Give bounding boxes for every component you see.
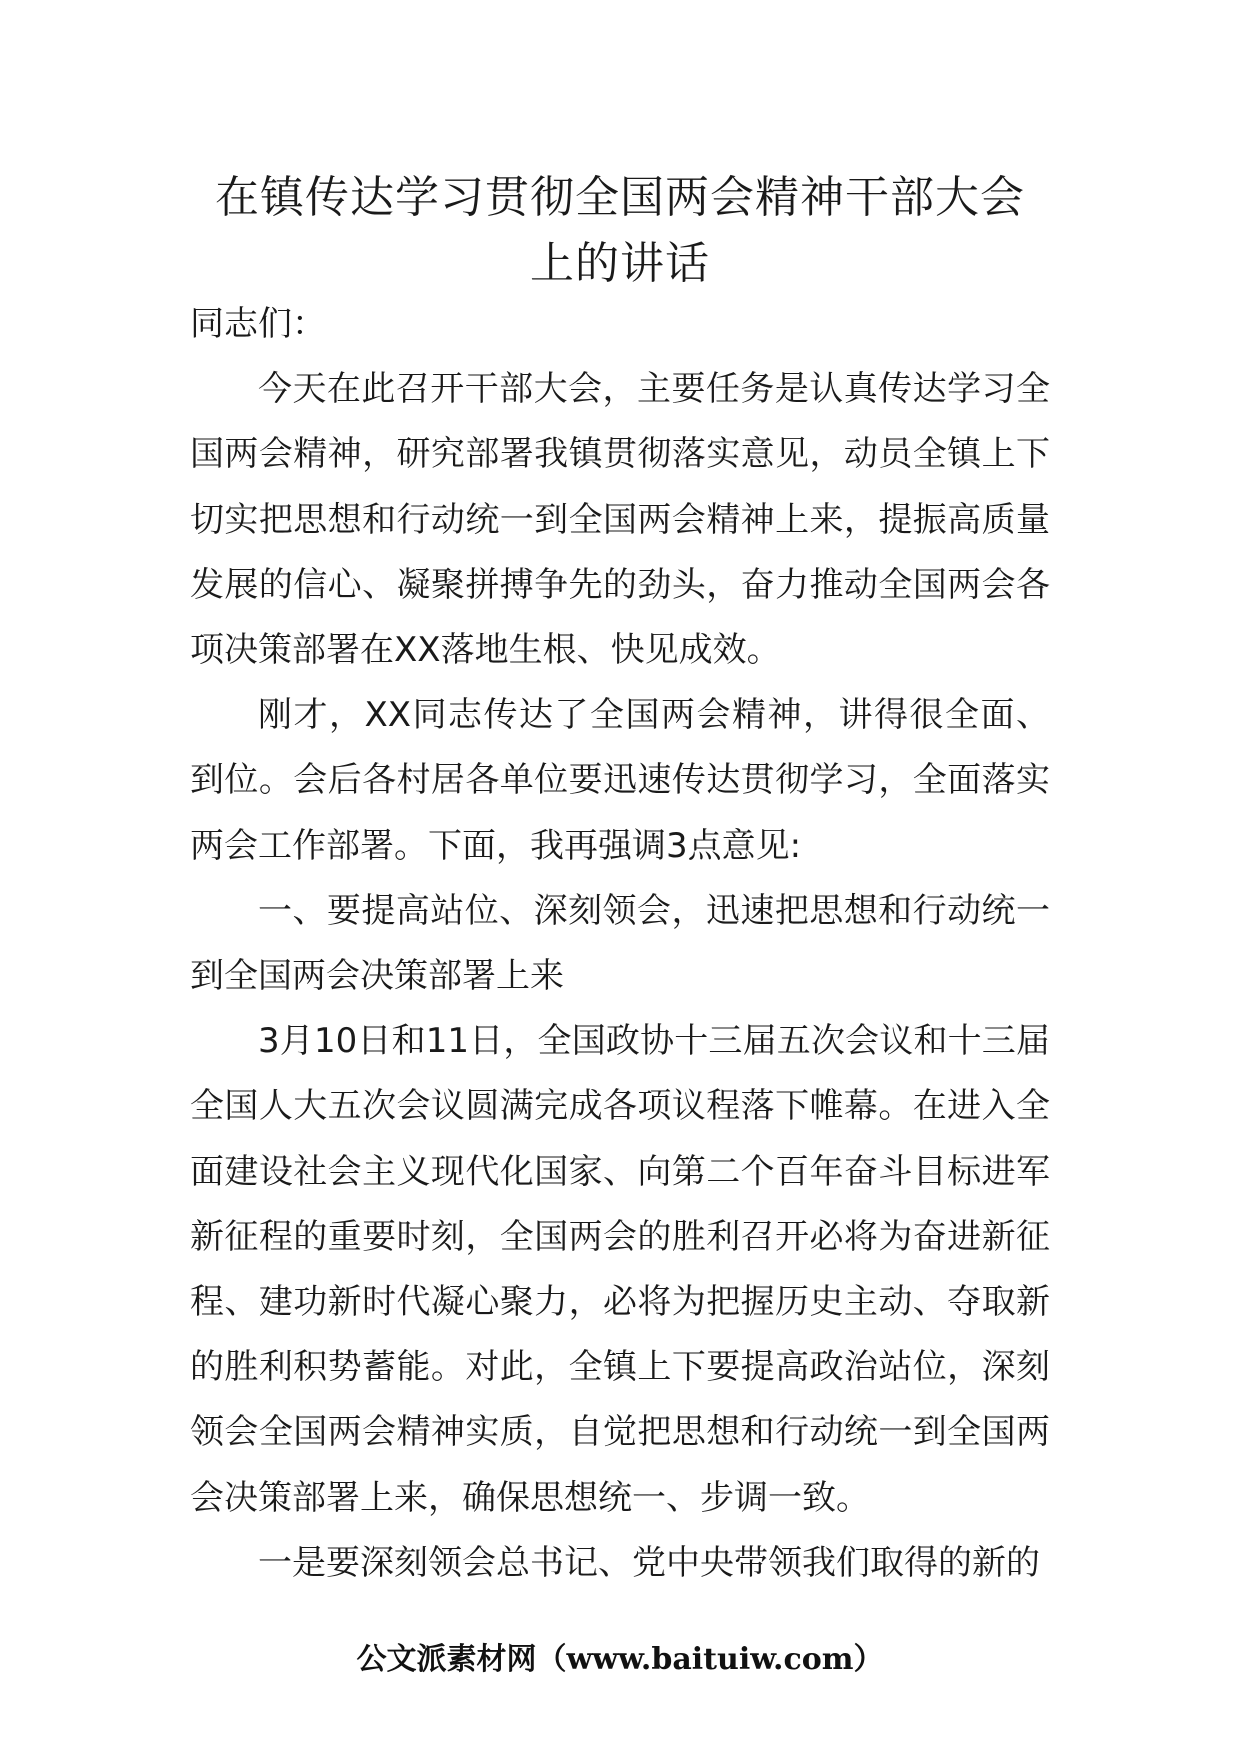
paragraph-intro: 今天在此召开干部大会，主要任务是认真传达学习全国两会精神，研究部署我镇贯彻落实意见，动员全镇上下切实把思想和行动统一到全国两会精神上来，提振高质量发展的信心、凝聚拼搏争先的劲头，奋力推动全国两会各项决策部署在XX落地生根、快见成效。 (190, 369, 1050, 671)
paragraph-point-1: 一是要深刻领会总书记、党中央带领我们取得的新的 (258, 1542, 1040, 1583)
greeting: 同志们： (190, 304, 326, 344)
document-body (190, 292, 1050, 1596)
document-title-line-2: 上的讲话 (530, 238, 710, 289)
document-title-line-1: 在镇传达学习贯彻全国两会精神干部大会 (215, 172, 1025, 223)
footer-watermark: 公文派素材网（www.baituiw.com） (356, 1642, 884, 1677)
section-heading-1: 一、要提高站位、深刻领会，迅速把思想和行动统一到全国两会决策部署上来 (190, 890, 1050, 997)
paragraph-context: 刚才，XX同志传达了全国两会精神，讲得很全面、到位。会后各村居各单位要迅速传达贯彻学习，全面落实两会工作部署。下面，我再强调3点意见: (190, 695, 1050, 866)
paragraph-section-1: 3月10日和11日，全国政协十三届五次会议和十三届全国人大五次会议圆满完成各项议程落下帷幕。在进入全面建设社会主义现代化国家、向第二个百年奋斗目标进军新征程的重要时刻，全国两会的胜利召开必将为奋进新征程、建功新时代凝心聚力，必将为把握历史主动、夺取新的胜利积势蓄能。对此，全镇上下要提高政治站位，深刻领会全国两会精神实质，自觉把思想和行动统一到全国两会决策部署上来，确保思想统一、步调一致。 (190, 1021, 1050, 1518)
